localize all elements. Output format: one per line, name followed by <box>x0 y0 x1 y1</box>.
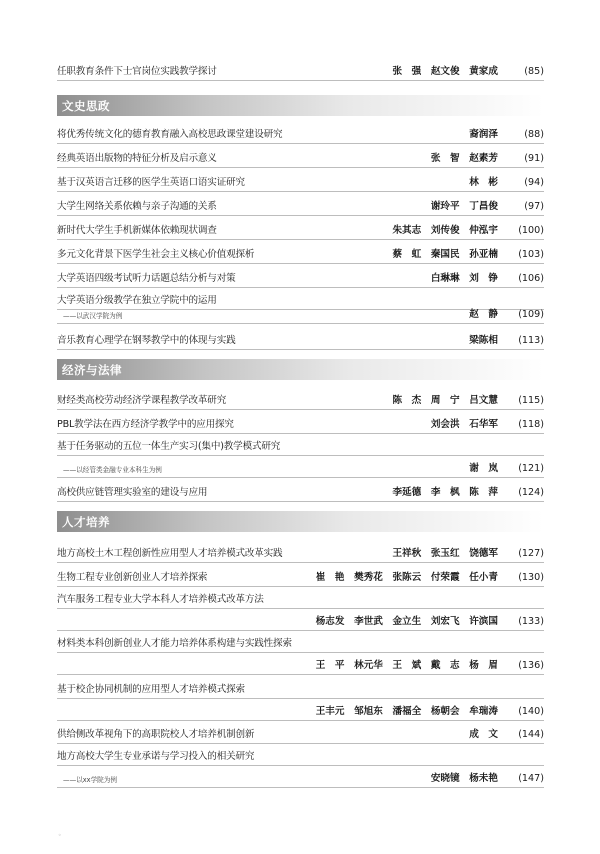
entry-title: 多元文化背景下医学生社会主义核心价值观探析 <box>57 249 255 260</box>
page-corner-mark: ◦ <box>58 832 62 839</box>
entry-authors: 裔润泽 <box>469 129 498 140</box>
entry-authors: 梁陈相 <box>469 335 498 346</box>
section-header-economics-law <box>57 359 544 380</box>
toc-entry[interactable] <box>57 566 544 587</box>
entry-page: (127) <box>518 548 544 559</box>
entry-page: (115) <box>518 395 544 406</box>
toc-entry-authors-line[interactable] <box>57 654 544 675</box>
entry-authors: 王 平 林元华 王 斌 戴 志 杨 眉 <box>315 660 498 671</box>
entry-authors: 白琳琳 刘 铮 <box>430 273 498 284</box>
entry-authors: 王祥秋 张玉红 饶德军 <box>392 548 498 559</box>
entry-page: (140) <box>518 706 544 717</box>
entry-page: (94) <box>524 177 544 188</box>
entry-title: 基于任务驱动的五位一体生产实习(集中)教学模式研究 <box>57 441 281 452</box>
toc-entry-title-line[interactable] <box>57 678 544 699</box>
entry-page: (130) <box>518 572 544 583</box>
entry-page: (100) <box>518 225 544 236</box>
toc-entry-authors-line[interactable] <box>57 700 544 721</box>
entry-title: 地方高校土木工程创新性应用型人才培养模式改革实践 <box>57 548 283 559</box>
toc-entry-subtitle-line[interactable] <box>57 457 544 478</box>
entry-authors: 陈 杰 周 宁 吕文慧 <box>392 395 498 406</box>
entry-authors: 安晓镜 杨未艳 <box>430 773 498 784</box>
entry-title: 将优秀传统文化的德育教育融入高校思政课堂建设研究 <box>57 129 283 140</box>
entry-page: (144) <box>518 729 544 740</box>
entry-authors: 张 智 赵素芳 <box>430 153 498 164</box>
toc-entry-title-line[interactable] <box>57 745 544 766</box>
entry-title: 地方高校大学生专业承诺与学习投入的相关研究 <box>57 751 255 762</box>
toc-entry-authors-line[interactable] <box>57 610 544 631</box>
entry-page: (147) <box>518 773 544 784</box>
entry-page: (121) <box>518 463 544 474</box>
entry-title: 音乐教育心理学在钢琴教学中的体现与实践 <box>57 335 236 346</box>
toc-entry-title-line[interactable] <box>57 588 544 609</box>
entry-authors: 王丰元 邹旭东 潘福全 杨朝会 牟瑞涛 <box>315 706 498 717</box>
toc-entry-subtitle-line[interactable] <box>57 767 544 788</box>
toc-entry[interactable] <box>57 147 544 168</box>
toc-entry[interactable] <box>57 329 544 350</box>
entry-subtitle: ——以xx学院为例 <box>63 776 117 784</box>
entry-page: (113) <box>518 335 544 346</box>
entry-authors: 谢 岚 <box>469 463 498 474</box>
entry-title: PBL教学法在西方经济学教学中的应用探究 <box>57 419 234 430</box>
toc-entry[interactable] <box>57 389 544 410</box>
toc-entry-subtitle-line[interactable] <box>57 303 544 324</box>
entry-page: (91) <box>524 153 544 164</box>
entry-page: (103) <box>518 249 544 260</box>
entry-authors: 朱其志 刘传俊 仲泓宇 <box>392 225 498 236</box>
toc-entry[interactable] <box>57 723 544 744</box>
entry-page: (88) <box>524 129 544 140</box>
entry-title: 大学英语分级教学在独立学院中的运用 <box>57 295 217 306</box>
entry-page: (118) <box>518 419 544 430</box>
entry-subtitle: ——以武汉学院为例 <box>63 312 123 320</box>
section-header-literature-history-politics <box>57 95 544 116</box>
entry-title: 经典英语出版物的特征分析及启示意义 <box>57 153 217 164</box>
entry-title: 新时代大学生手机新媒体依赖现状调查 <box>57 225 217 236</box>
toc-entry-title-line[interactable] <box>57 435 544 456</box>
entry-title: 汽车服务工程专业大学本科人才培养模式改革方法 <box>57 594 264 605</box>
entry-authors: 蔡 虹 秦国民 孙亚楠 <box>392 249 498 260</box>
entry-authors: 刘会洪 石华军 <box>430 419 498 430</box>
entry-title: 基于汉英语言迁移的医学生英语口语实证研究 <box>57 177 245 188</box>
toc-entry[interactable] <box>57 413 544 434</box>
entry-title: 任职教育条件下士官岗位实践教学探讨 <box>57 66 217 77</box>
section-heading: 人才培养 <box>62 515 110 529</box>
toc-entry[interactable] <box>57 243 544 264</box>
toc-entry[interactable] <box>57 60 544 81</box>
entry-authors: 成 文 <box>469 729 498 740</box>
toc-entry[interactable] <box>57 195 544 216</box>
toc-entry-title-line[interactable] <box>57 632 544 653</box>
entry-page: (106) <box>518 273 544 284</box>
section-header-talent-cultivation <box>57 511 544 532</box>
entry-page: (85) <box>524 66 544 77</box>
entry-authors: 崔 艳 樊秀花 张陈云 付荣霞 任小青 <box>315 572 498 583</box>
toc-entry[interactable] <box>57 171 544 192</box>
entry-authors: 杨志发 李世武 金立生 刘宏飞 许滨国 <box>315 616 498 627</box>
section-heading: 文史思政 <box>62 99 110 113</box>
entry-page: (133) <box>518 616 544 627</box>
section-heading: 经济与法律 <box>62 363 122 377</box>
entry-title: 高校供应链管理实验室的建设与应用 <box>57 487 208 498</box>
toc-entry[interactable] <box>57 542 544 563</box>
entry-page: (136) <box>518 660 544 671</box>
entry-title: 大学英语四级考试听力话题总结分析与对策 <box>57 273 236 284</box>
entry-title: 大学生网络关系依赖与亲子沟通的关系 <box>57 201 217 212</box>
entry-title: 材料类本科创新创业人才能力培养体系构建与实践性探索 <box>57 638 292 649</box>
entry-title: 基于校企协同机制的应用型人才培养模式探索 <box>57 684 245 695</box>
entry-authors: 赵 静 <box>469 309 498 320</box>
entry-page: (109) <box>518 309 544 320</box>
entry-title: 财经类高校劳动经济学课程教学改革研究 <box>57 395 227 406</box>
toc-entry[interactable] <box>57 123 544 144</box>
toc-entry[interactable] <box>57 219 544 240</box>
entry-subtitle: ——以经管类金融专业本科生为例 <box>63 466 162 474</box>
entry-authors: 谢玲平 丁昌俊 <box>430 201 498 212</box>
toc-entry[interactable] <box>57 481 544 502</box>
entry-authors: 林 彬 <box>469 177 498 188</box>
entry-authors: 李延德 李 枫 陈 萍 <box>392 487 498 498</box>
entry-title: 供给侧改革视角下的高职院校人才培养机制创新 <box>57 729 255 740</box>
entry-title: 生物工程专业创新创业人才培养探索 <box>57 572 208 583</box>
toc-entry[interactable] <box>57 267 544 288</box>
entry-authors: 张 强 赵文俊 黄家成 <box>392 66 498 77</box>
entry-page: (124) <box>518 487 544 498</box>
entry-page: (97) <box>524 201 544 212</box>
